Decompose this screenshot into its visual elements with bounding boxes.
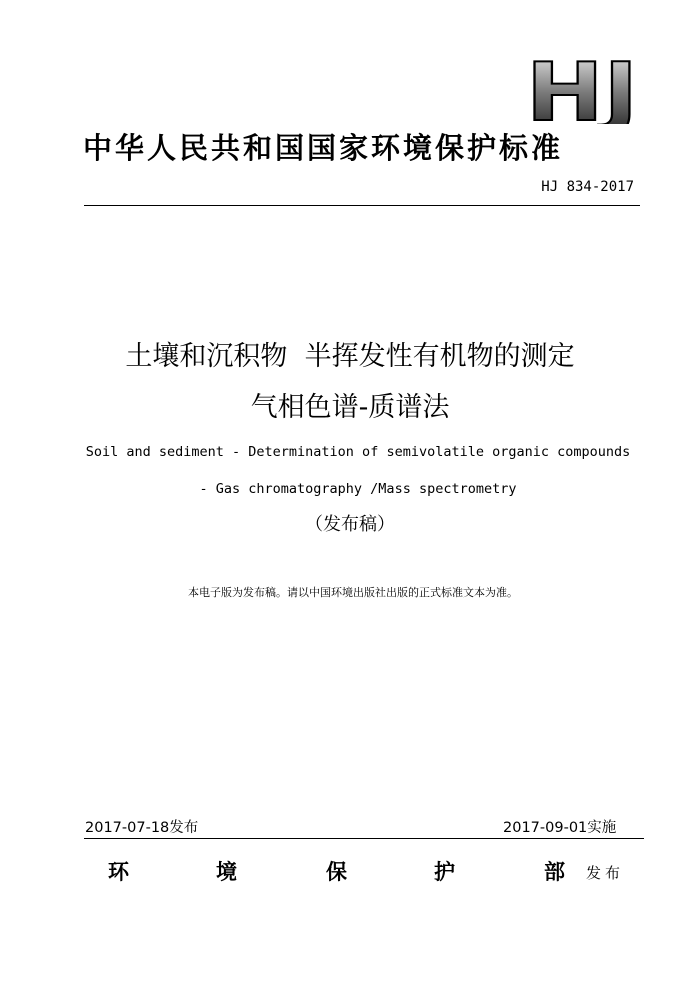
standard-body-title: 中华人民共和国国家环境保护标准 — [83, 131, 564, 165]
standard-number: HJ 834-2017 — [541, 179, 634, 195]
implementation-date: 2017-09-01实施 — [503, 820, 617, 836]
edition-notice: 本电子版为发布稿。请以中国环境出版社出版的正式标准文本为准。 — [188, 586, 518, 599]
chinese-title-line-2: 气相色谱-质谱法 — [250, 392, 450, 423]
english-title-line-1: Soil and sediment - Determination of semivolatile organic compounds — [85, 444, 631, 460]
draft-status-mark: （发布稿） — [305, 514, 395, 535]
hj-logo-text: HJ — [526, 54, 638, 124]
english-title-line-2: - Gas chromatography /Mass spectrometry — [199, 481, 517, 497]
publisher-char: 环 — [108, 860, 129, 884]
hj-logo-graphic — [520, 54, 645, 124]
hj-logo — [520, 54, 645, 128]
chinese-title-line-1: 土壤和沉积物 半挥发性有机物的测定 — [125, 341, 575, 372]
publisher-char: 保 — [326, 860, 347, 884]
footer-divider — [84, 838, 644, 839]
publisher-char: 护 — [434, 860, 455, 884]
header-divider — [84, 205, 640, 206]
publisher-suffix: 发布 — [586, 864, 625, 882]
publisher-char: 部 — [544, 860, 565, 884]
publisher-char: 境 — [216, 860, 237, 884]
issue-date: 2017-07-18发布 — [85, 820, 199, 836]
